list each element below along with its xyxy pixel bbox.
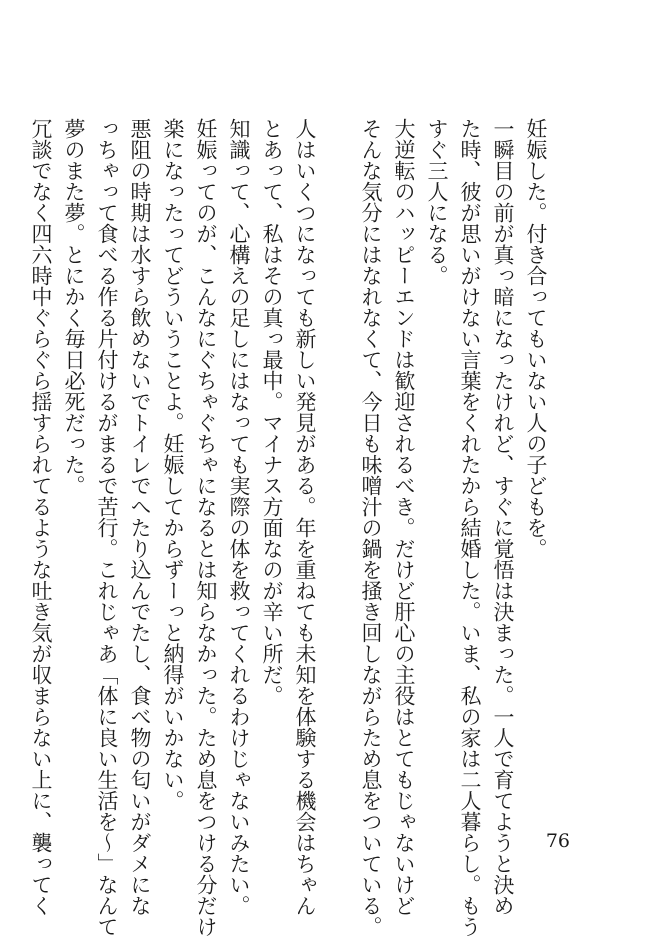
vertical-text-body — [24, 118, 552, 937]
text-line: 人はいくつになっても新しい発見がある。年を重ねても未知を体験する機会はちゃん — [293, 118, 317, 916]
text-line: 悪阻の時期は水すら飲めないでトイレでへたり込んでたし、食べ物の匂いがダメにな — [128, 118, 152, 916]
text-line: っちゃって食べる作る片付けるがまるで苦行。これじゃあ「体に良い生活を〜」なんて — [95, 118, 119, 937]
page-number: 76 — [545, 830, 570, 852]
text-line: 夢のまた夢。とにかく毎日必死だった。 — [62, 118, 86, 496]
text-line: とあって、私はその真っ最中。マイナス方面なのが辛い所だ。 — [260, 118, 284, 706]
text-line: 冗談でなく四六時中ぐらぐら揺すられてるような吐き気が収まらない上に、襲ってく — [29, 118, 53, 916]
text-line: 妊娠ってのが、こんなにぐちゃぐちゃになるとは知らなかった。ため息をつける分だけ — [194, 118, 218, 937]
text-line: た時、彼が思いがけない言葉をくれたから結婚した。いま、私の家は二人暮らし。もう — [458, 118, 482, 937]
text-line: そんな気分にはなれなくて、今日も味噌汁の鍋を掻き回しながらため息をついている。 — [359, 118, 383, 937]
text-line: すぐ三人になる。 — [425, 118, 449, 286]
text-line: 妊娠した。付き合ってもいない人の子どもを。 — [524, 118, 548, 559]
blank-line — [321, 118, 354, 818]
text-line: 大逆転のハッピーエンドは歓迎されるべき。だけど肝心の主役はとてもじゃないけど — [392, 118, 416, 916]
text-line: 一瞬目の前が真っ暗になったけれど、すぐに覚悟は決まった。一人で育てようと決め — [491, 118, 515, 916]
text-line: 楽になったってどういうことよ。妊娠してからずーっと納得がいかない。 — [161, 118, 185, 811]
text-line: 知識って、心構えの足しにはなっても実際の体を救ってくれるわけじゃないみたい。 — [227, 118, 251, 916]
